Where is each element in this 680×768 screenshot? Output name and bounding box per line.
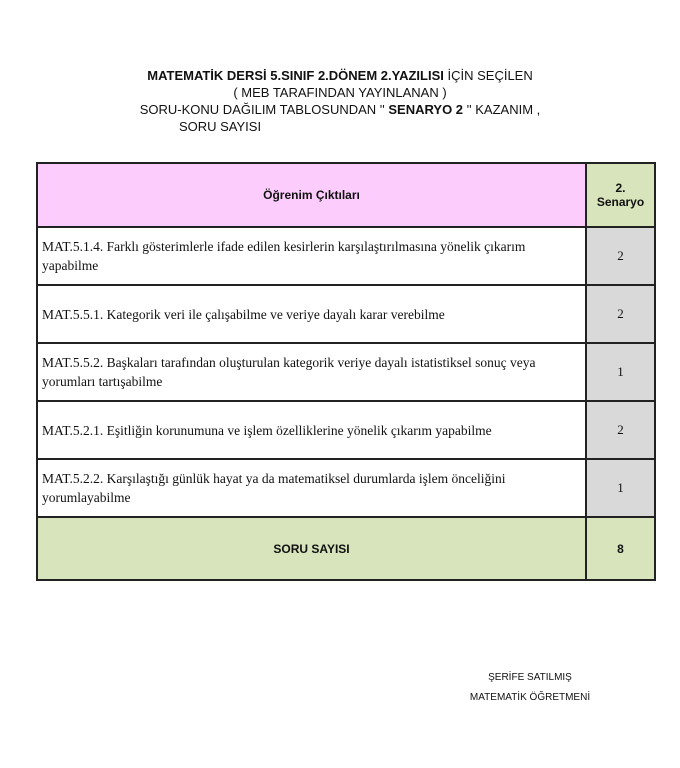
table-row	[37, 285, 655, 343]
table-row	[37, 343, 655, 401]
outcome-cell: MAT.5.5.2. Başkaları tarafından oluşturulan kategorik veriye dayalı istatistiksel sonuç veya yorumları tartışabilme	[37, 343, 586, 401]
heading-line-2: ( MEB TARAFINDAN YAYINLANAN )	[233, 85, 447, 100]
count-cell: 2	[586, 401, 655, 459]
heading-line-4: SORU SAYISI	[178, 119, 262, 134]
header-scenario-text: 2. Senaryo	[596, 181, 645, 209]
header-outcomes: Öğrenim Çıktıları	[37, 163, 586, 227]
outcome-cell: MAT.5.2.2. Karşılaştığı günlük hayat ya da matematiksel durumlarda işlem önceliğini yorumlayabilme	[37, 459, 586, 517]
table-row	[37, 227, 655, 285]
heading-line-3	[0, 102, 680, 118]
count-cell: 1	[586, 459, 655, 517]
table-row	[37, 459, 655, 517]
count-cell: 2	[586, 285, 655, 343]
total-value: 8	[586, 517, 655, 580]
outcome-cell: MAT.5.1.4. Farklı gösterimlerle ifade edilen kesirlerin karşılaştırılmasına yönelik çıkarım yapabilme	[37, 227, 586, 285]
heading-part: SORU-KONU DAĞILIM TABLOSUNDAN ''	[139, 102, 389, 117]
heading-line-1	[0, 68, 680, 84]
heading-rest: İÇİN SEÇİLEN	[443, 68, 533, 83]
count-cell: 2	[586, 227, 655, 285]
heading-bold: MATEMATİK DERSİ 5.SINIF 2.DÖNEM 2.YAZILISI	[147, 68, 444, 83]
heading-bold: SENARYO 2	[388, 102, 464, 117]
table-row	[37, 401, 655, 459]
table-header	[37, 163, 655, 227]
total-label: SORU SAYISI	[37, 517, 586, 580]
outcome-cell: MAT.5.2.1. Eşitliğin korunumuna ve işlem özelliklerine yönelik çıkarım yapabilme	[37, 401, 586, 459]
total-row	[37, 517, 655, 580]
heading-part: '' KAZANIM ,	[463, 102, 541, 117]
count-cell: 1	[586, 343, 655, 401]
outcomes-table	[36, 162, 656, 581]
signature-name: ŞERİFE SATILMIŞ	[488, 672, 572, 683]
header-scenario	[586, 163, 655, 227]
outcome-cell: MAT.5.5.1. Kategorik veri ile çalışabilme ve veriye dayalı karar verebilme	[37, 285, 586, 343]
signature-title: MATEMATİK ÖĞRETMENİ	[469, 692, 591, 703]
